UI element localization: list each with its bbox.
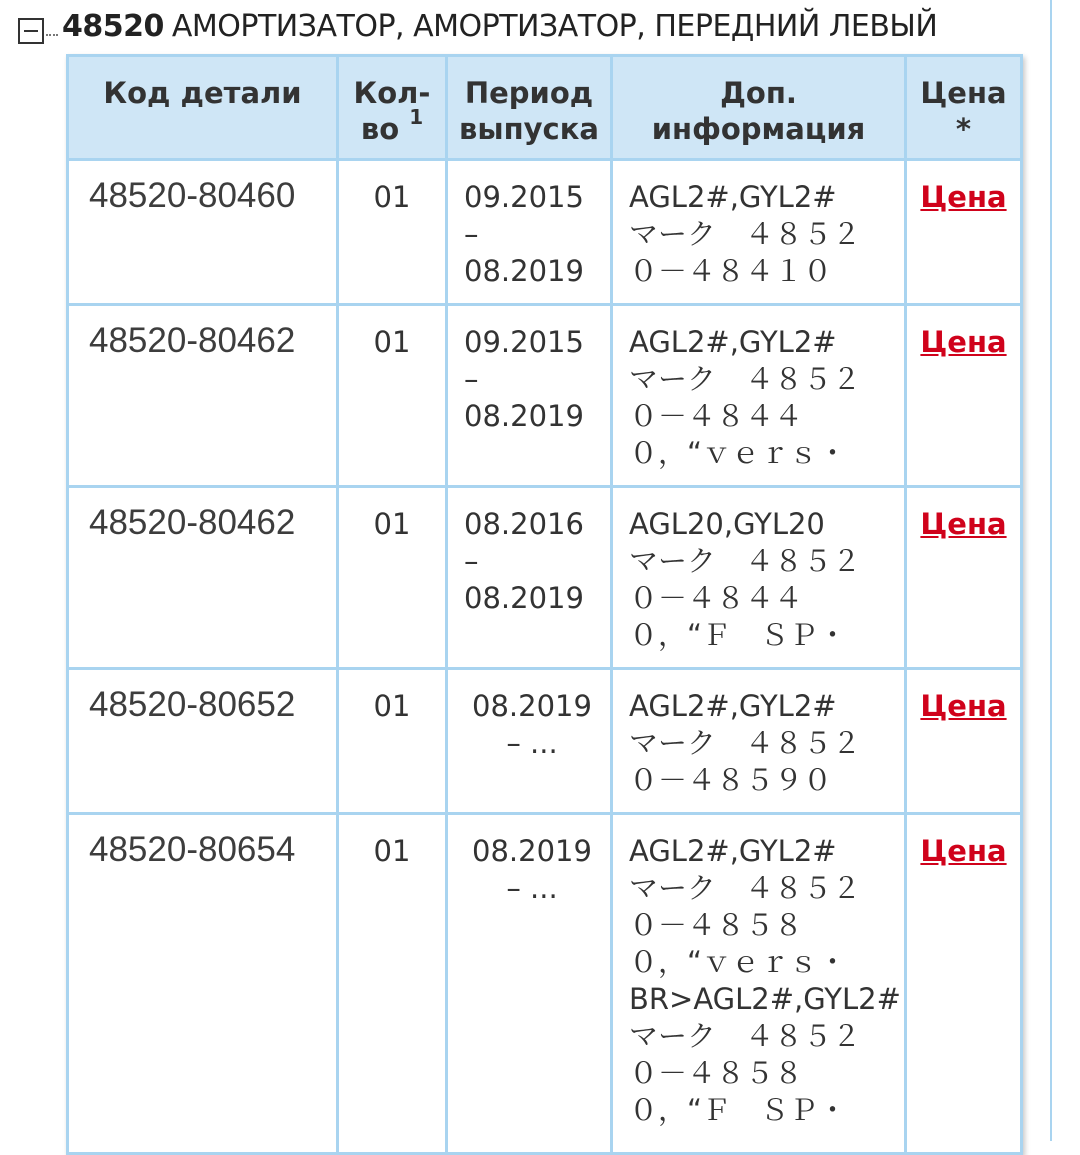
additional-info: AGL2#,GYL2# マーク ４８５２ ０－４８４１０	[612, 160, 906, 305]
column-header-qty	[338, 56, 447, 160]
price-link[interactable]: Цена	[920, 507, 1007, 541]
production-period: 08.2019 – ...	[447, 814, 612, 1154]
table-row	[68, 669, 1022, 814]
tree-connector	[46, 34, 58, 36]
column-header-qty-label: Кол-во	[353, 76, 431, 146]
column-header-code-label: Код детали	[103, 76, 302, 110]
part-code: 48520-80462	[68, 487, 338, 669]
column-header-info	[612, 56, 906, 160]
table-header-row	[68, 56, 1022, 160]
part-quantity: 01	[338, 487, 447, 669]
part-quantity: 01	[338, 669, 447, 814]
price-link[interactable]: Цена	[920, 180, 1007, 214]
price-cell	[906, 487, 1022, 669]
price-cell	[906, 305, 1022, 487]
table-row	[68, 305, 1022, 487]
parts-table	[66, 54, 1023, 1155]
part-code: 48520-80460	[68, 160, 338, 305]
part-quantity: 01	[338, 160, 447, 305]
price-link[interactable]: Цена	[920, 689, 1007, 723]
column-header-code	[68, 56, 338, 160]
part-quantity: 01	[338, 814, 447, 1154]
collapse-icon[interactable]	[18, 18, 44, 44]
column-header-info-label: Доп. информация	[651, 76, 866, 146]
column-header-period-label: Период выпуска	[459, 76, 599, 146]
price-link[interactable]: Цена	[920, 834, 1007, 868]
group-code: 48520	[62, 8, 164, 44]
additional-info: AGL20,GYL20 マーク ４８５２ ０－４８４４ ０，“Ｆ ＳＰ・	[612, 487, 906, 669]
group-heading	[18, 6, 937, 46]
price-link[interactable]: Цена	[920, 325, 1007, 359]
table-row	[68, 814, 1022, 1154]
production-period: 09.2015 – 08.2019	[447, 160, 612, 305]
production-period: 08.2019 – ...	[447, 669, 612, 814]
additional-info: AGL2#,GYL2# マーク ４８５２ ０－４８５８ ０，“ｖｅｒｓ・ BR>AGL2#,GYL2# マーク ４８５２ ０－４８５８ ０，“Ｆ ＳＰ・	[612, 814, 906, 1154]
group-title: АМОРТИЗАТОР, АМОРТИЗАТОР, ПЕРЕДНИЙ ЛЕВЫЙ	[171, 8, 938, 44]
production-period: 09.2015 – 08.2019	[447, 305, 612, 487]
price-cell	[906, 814, 1022, 1154]
page-right-border	[1050, 0, 1052, 1141]
part-code: 48520-80654	[68, 814, 338, 1154]
additional-info: AGL2#,GYL2# マーク ４８５２ ０－４８４４ ０，“ｖｅｒｓ・	[612, 305, 906, 487]
column-header-period	[447, 56, 612, 160]
table-row	[68, 487, 1022, 669]
part-quantity: 01	[338, 305, 447, 487]
qty-footnote-marker: 1	[409, 105, 424, 129]
part-code: 48520-80462	[68, 305, 338, 487]
price-cell	[906, 669, 1022, 814]
table-row	[68, 160, 1022, 305]
part-code: 48520-80652	[68, 669, 338, 814]
column-header-price-label: Цена *	[920, 76, 1007, 146]
price-cell	[906, 160, 1022, 305]
additional-info: AGL2#,GYL2# マーク ４８５２ ０－４８５９０	[612, 669, 906, 814]
column-header-price	[906, 56, 1022, 160]
production-period: 08.2016 – 08.2019	[447, 487, 612, 669]
